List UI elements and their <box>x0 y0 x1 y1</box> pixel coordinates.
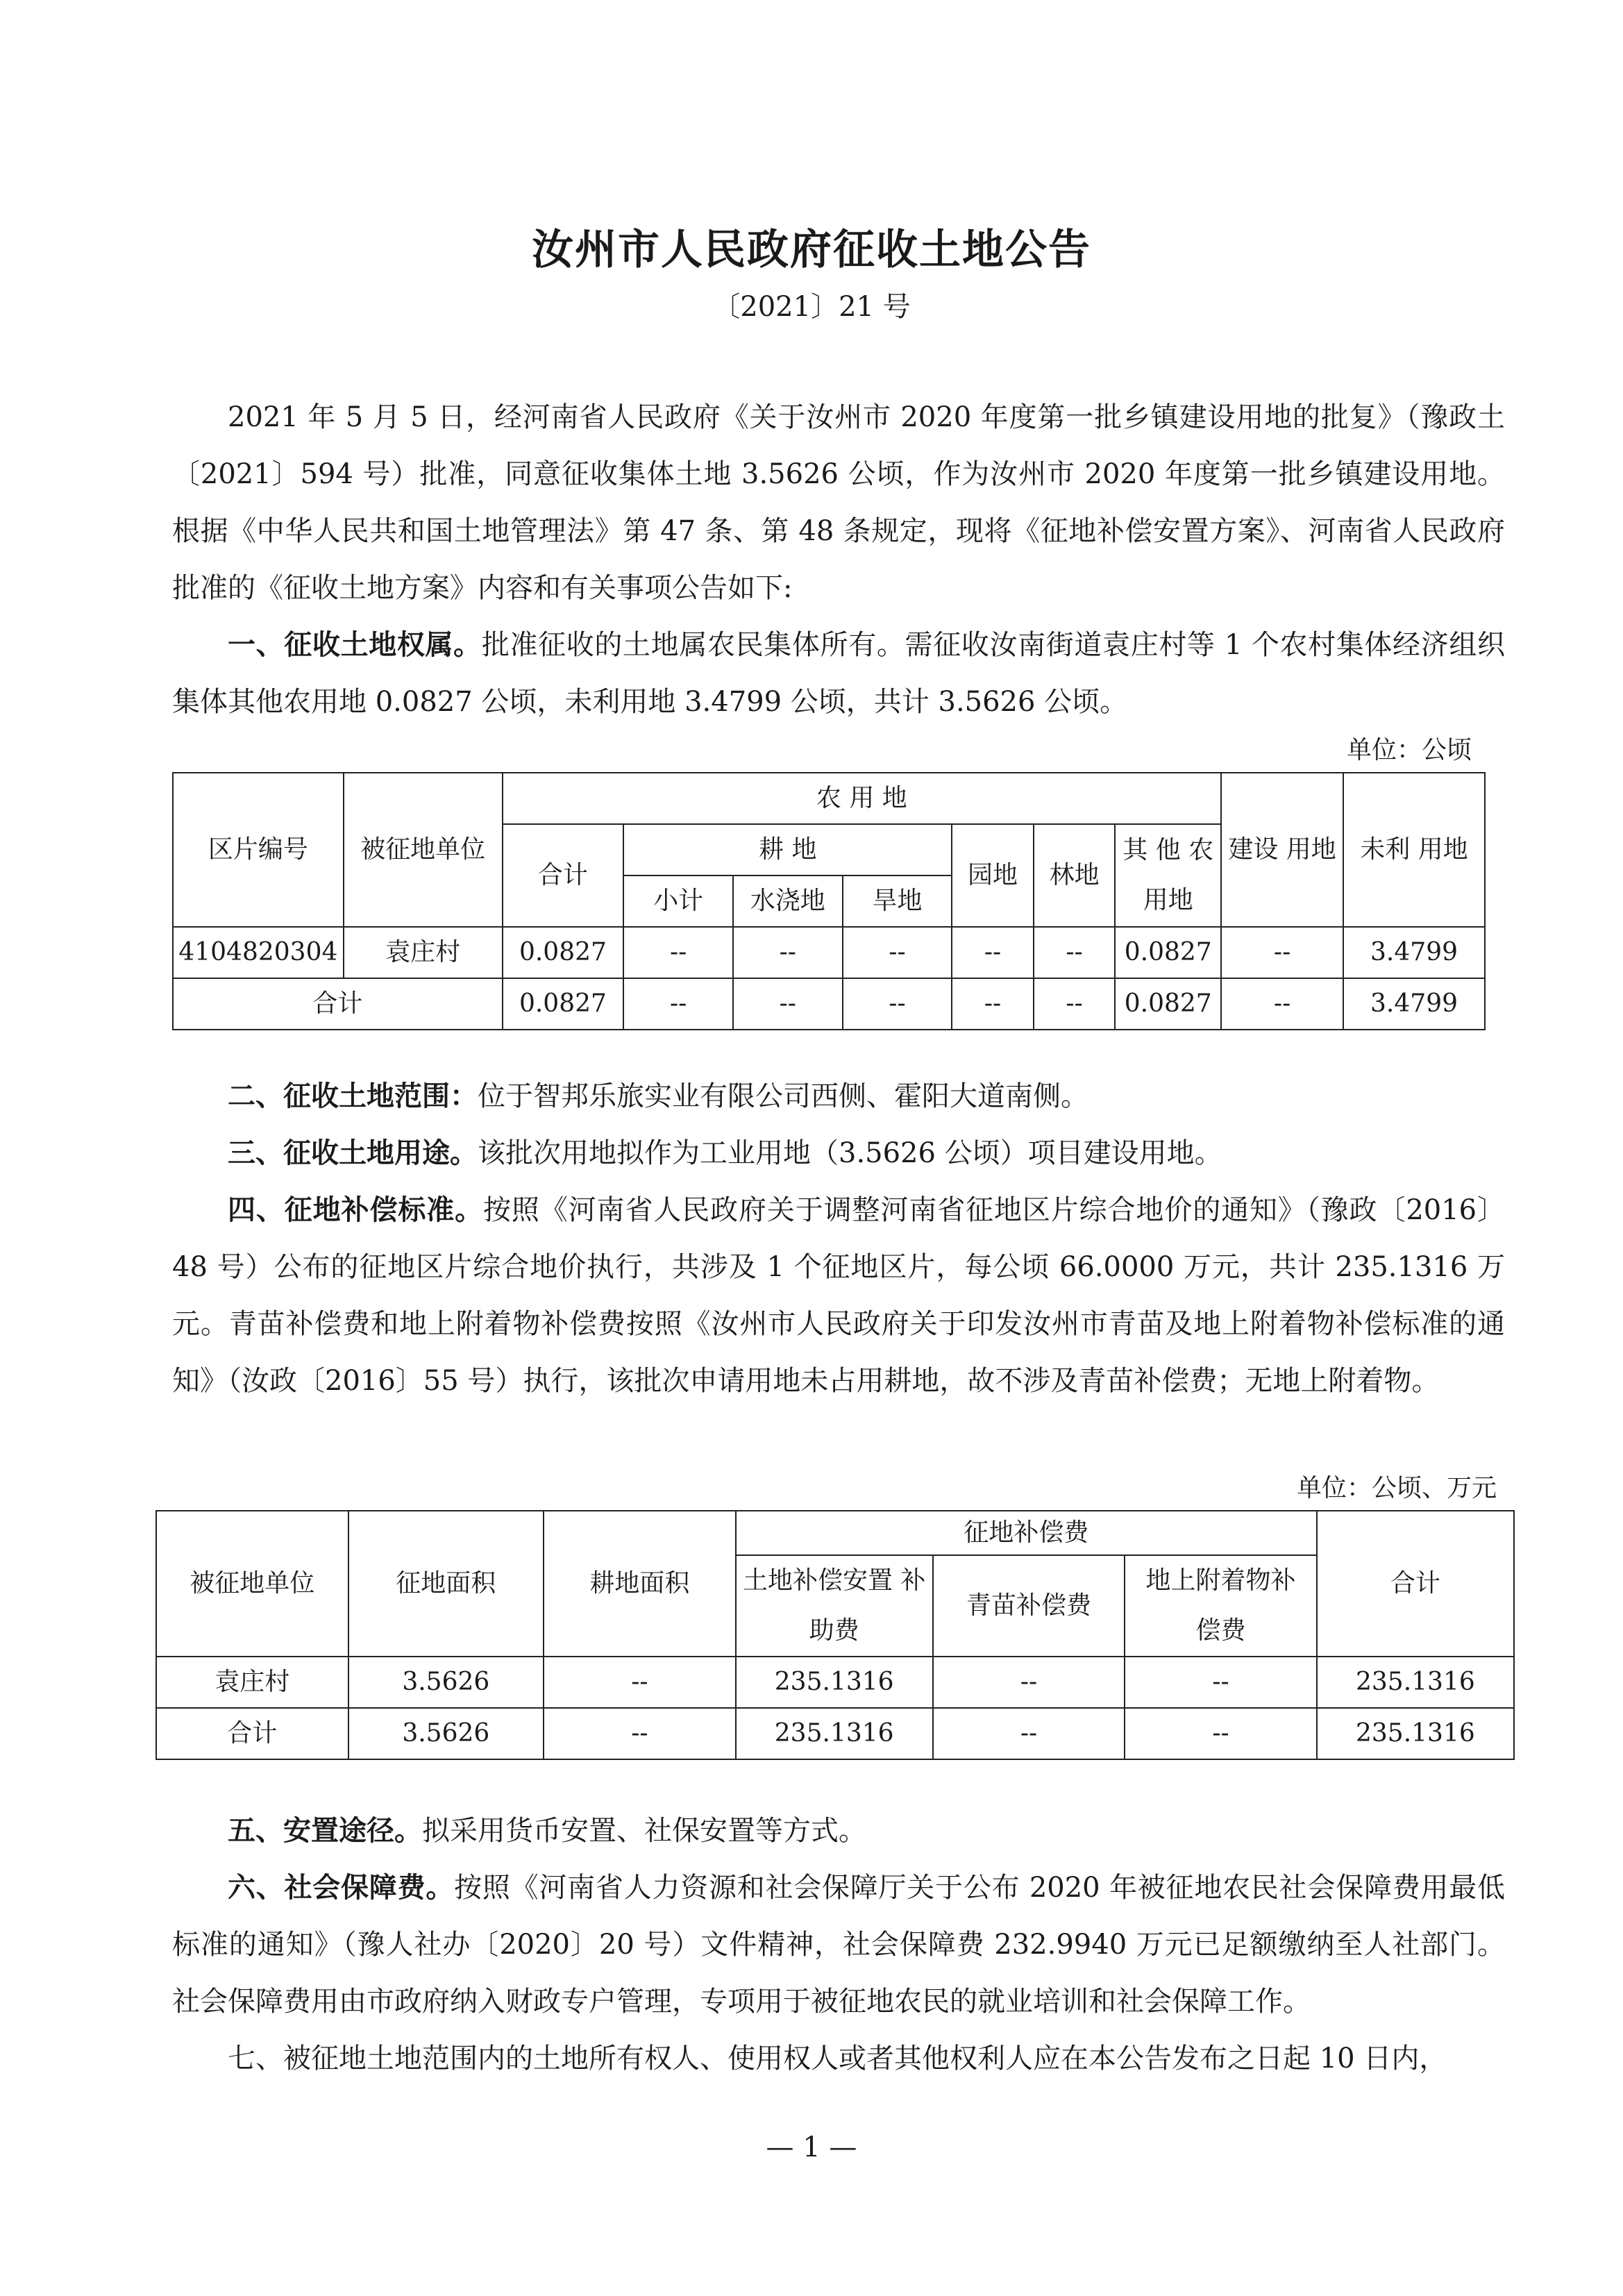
table-cell: -- <box>933 1708 1125 1759</box>
table-cell: -- <box>1125 1708 1317 1759</box>
table-cell: 0.0827 <box>503 978 624 1030</box>
table-row <box>173 927 1485 978</box>
header-area: 征地面积 <box>348 1511 544 1657</box>
document-number: 〔2021〕21 号 <box>712 291 911 323</box>
intro-block <box>172 389 1505 730</box>
page-title: 汝州市人民政府征收土地公告 <box>532 226 1091 274</box>
table-cell: -- <box>952 978 1034 1030</box>
section-6 <box>172 1859 1505 2030</box>
table-cell: 袁庄村 <box>156 1657 348 1708</box>
table-cell: -- <box>1034 927 1116 978</box>
header-arable-land: 耕 地 <box>623 824 952 875</box>
header-unit: 被征地单位 <box>344 773 503 927</box>
header-zone-code: 区片编号 <box>173 773 344 927</box>
header-land-compensation: 土地补偿安置 补助费 <box>736 1555 933 1657</box>
header-compensation: 征地补偿费 <box>736 1511 1317 1555</box>
compensation-table <box>155 1510 1515 1760</box>
section-7: 七、被征地土地范围内的土地所有权人、使用权人或者其他权利人应在本公告发布之日起 10 日内， <box>228 2043 1447 2075</box>
section-6-text: 按照《河南省人力资源和社会保障厅关于公布 2020 年被征地农民社会保障费用最低标准的通知》（豫人社办〔2020〕20 号）文件精神，社会保障费 232.9940 万元已足额缴纳至人社部门。社会保障费用由市政府纳入财政专户管理，专项用于被征地农民的就业培训和社会保障工作。 <box>172 1872 1506 2018</box>
header-arable-area: 耕地面积 <box>544 1511 736 1657</box>
table-cell: -- <box>1221 927 1343 978</box>
table-sum-row <box>156 1708 1514 1759</box>
table-cell: 0.0827 <box>503 927 624 978</box>
header-agricultural-land: 农 用 地 <box>503 773 1222 824</box>
header-unit: 被征地单位 <box>156 1511 348 1657</box>
table-2-unit: 单位：公顷、万元 <box>1297 1474 1497 1502</box>
section-5 <box>172 1802 1505 1859</box>
table-cell: -- <box>544 1657 736 1708</box>
table-cell: -- <box>952 927 1034 978</box>
header-unused-land: 未利 用地 <box>1343 773 1485 927</box>
table-cell: 0.0827 <box>1115 927 1221 978</box>
table-row <box>156 1657 1514 1708</box>
table-cell: 235.1316 <box>1317 1657 1514 1708</box>
table-cell: -- <box>623 978 733 1030</box>
header-crop-compensation: 青苗补偿费 <box>933 1555 1125 1657</box>
section-3-heading: 三、征收土地用途。 <box>228 1137 478 1169</box>
table-cell: 235.1316 <box>1317 1708 1514 1759</box>
sections-2-4 <box>172 1068 1505 1409</box>
section-5-heading: 五、安置途径。 <box>228 1815 422 1847</box>
table-cell: 235.1316 <box>736 1657 933 1708</box>
header-forest: 林地 <box>1034 824 1116 927</box>
table-cell: -- <box>544 1708 736 1759</box>
table-cell: -- <box>843 927 952 978</box>
section-1-heading: 一、征收土地权属。 <box>228 629 482 661</box>
header-agri-total: 合计 <box>503 824 624 927</box>
table-cell: 3.4799 <box>1343 927 1485 978</box>
table-1-unit: 单位：公顷 <box>1347 736 1472 764</box>
section-4-text: 按照《河南省人民政府关于调整河南省征地区片综合地价的通知》（豫政〔2016〕48 号）公布的征地区片综合地价执行，共涉及 1 个征地区片，每公顷 66.0000 万元，共计 235.1316 万元。青苗补偿费和地上附着物补偿费按照《汝州市人民政府关于印发汝州市青苗及地上附着物补偿标准的通知》（汝政〔2016〕55 号）执行，该批次申请用地未占用耕地，故不涉及青苗补偿费；无地上附着物。 <box>172 1194 1506 1397</box>
section-2-text: 位于智邦乐旅实业有限公司西侧、霍阳大道南侧。 <box>478 1080 1088 1112</box>
header-subtotal: 小计 <box>623 875 733 927</box>
table-cell: 合计 <box>173 978 503 1030</box>
land-ownership-table <box>172 772 1486 1030</box>
table-cell: 3.4799 <box>1343 978 1485 1030</box>
section-1 <box>172 617 1505 730</box>
table-cell: 4104820304 <box>173 927 344 978</box>
header-total: 合计 <box>1317 1511 1514 1657</box>
table-cell: -- <box>933 1657 1125 1708</box>
section-1-text: 批准征收的土地属农民集体所有。需征收汝南街道袁庄村等 1 个农村集体经济组织集体其他农用地 0.0827 公顷，未利用地 3.4799 公顷，共计 3.5626 公顷。 <box>172 629 1505 718</box>
table-cell: 合计 <box>156 1708 348 1759</box>
section-5-text: 拟采用货币安置、社保安置等方式。 <box>422 1815 866 1847</box>
header-garden: 园地 <box>952 824 1034 927</box>
section-4-heading: 四、征地补偿标准。 <box>228 1194 483 1226</box>
table-cell: -- <box>733 978 843 1030</box>
header-irrigated: 水浇地 <box>733 875 843 927</box>
table-cell: 0.0827 <box>1115 978 1221 1030</box>
section-3-text: 该批次用地拟作为工业用地（3.5626 公顷）项目建设用地。 <box>478 1137 1222 1169</box>
header-dry-land: 旱地 <box>843 875 952 927</box>
table-cell: 3.5626 <box>348 1657 544 1708</box>
section-3 <box>172 1125 1505 1182</box>
sections-5-7 <box>172 1802 1505 2087</box>
table-cell: -- <box>843 978 952 1030</box>
section-2-heading: 二、征收土地范围： <box>228 1080 478 1112</box>
table-cell: -- <box>1221 978 1343 1030</box>
table-cell: 235.1316 <box>736 1708 933 1759</box>
section-2 <box>172 1068 1505 1125</box>
table-cell: 3.5626 <box>348 1708 544 1759</box>
intro-paragraph: 2021 年 5 月 5 日，经河南省人民政府《关于汝州市 2020 年度第一批乡镇建设用地的批复》（豫政土〔2021〕594 号）批准，同意征收集体土地 3.5626 公顷，作为汝州市 2020 年度第一批乡镇建设用地。根据《中华人民共和国土地管理法》第 47 条、第 48 条规定，现将《征地补偿安置方案》、河南省人民政府批准的《征收土地方案》内容和有关事项公告如下: <box>172 401 1505 604</box>
table-cell: -- <box>733 927 843 978</box>
header-construction-land: 建设 用地 <box>1221 773 1343 927</box>
page-number: — 1 — <box>766 2131 857 2163</box>
section-4 <box>172 1182 1505 1409</box>
table-cell: -- <box>623 927 733 978</box>
table-cell: -- <box>1125 1657 1317 1708</box>
header-other-agri: 其 他 农用地 <box>1115 824 1221 927</box>
table-cell: 袁庄村 <box>344 927 503 978</box>
section-6-heading: 六、社会保障费。 <box>228 1872 455 1904</box>
table-cell: -- <box>1034 978 1116 1030</box>
table-sum-row <box>173 978 1485 1030</box>
header-attachment-compensation: 地上附着物补 偿费 <box>1125 1555 1317 1657</box>
